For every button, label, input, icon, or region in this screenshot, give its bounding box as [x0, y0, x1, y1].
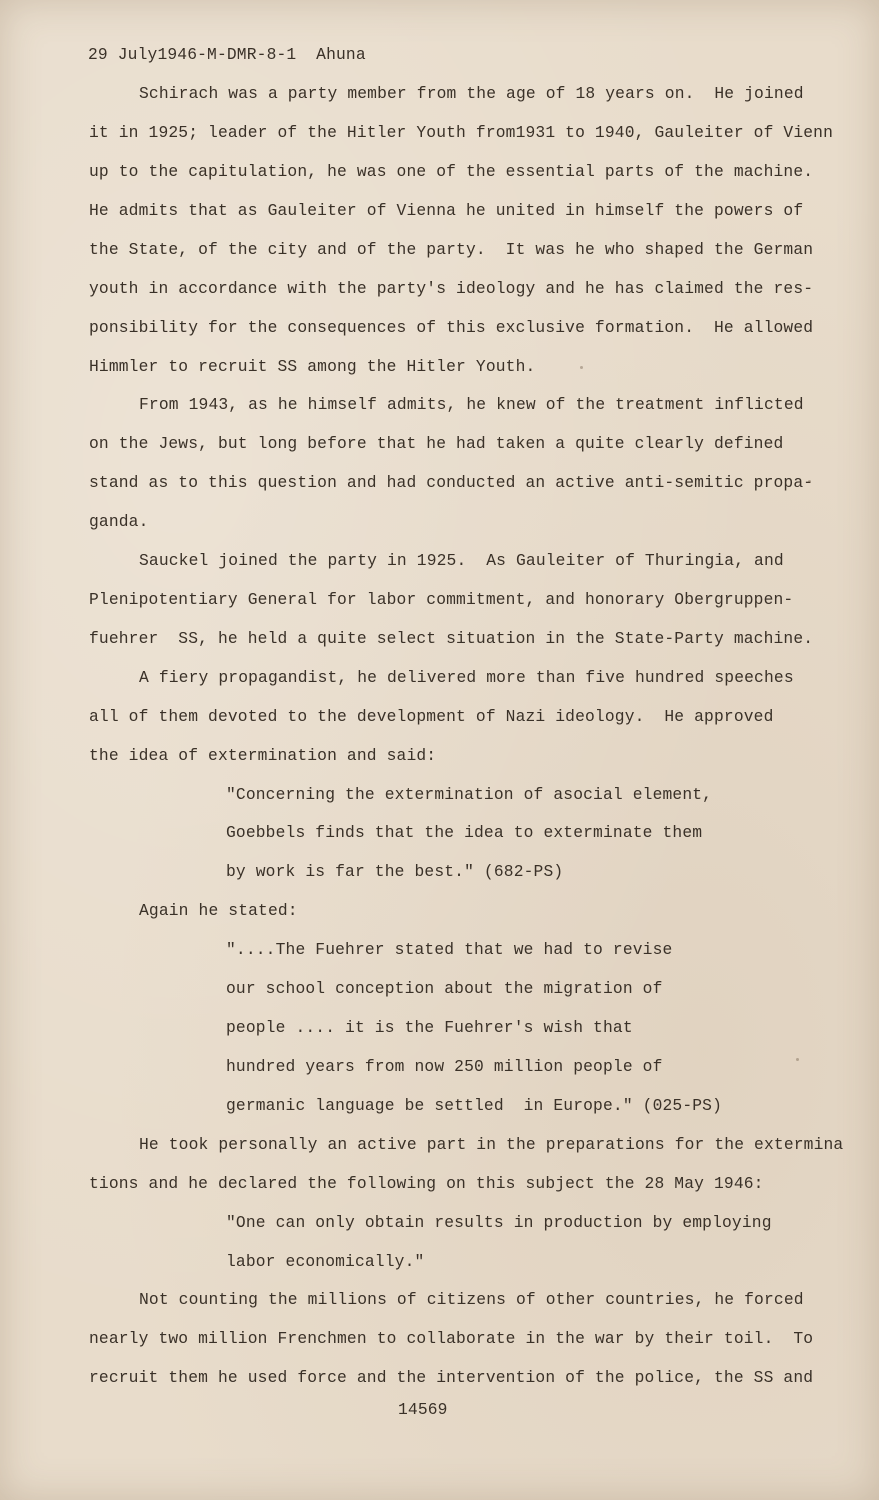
text-line: tions and he declared the following on this subject the 28 May 1946:: [89, 1174, 764, 1193]
text-line: Not counting the millions of citizens of other countries, he forced: [139, 1290, 804, 1309]
text-line: youth in accordance with the party's ideology and he has claimed the res-: [89, 279, 814, 298]
text-line: From 1943, as he himself admits, he knew of the treatment inflicted: [139, 395, 804, 414]
quote-line: Goebbels finds that the idea to exterminate them: [226, 823, 703, 842]
quote-line: "....The Fuehrer stated that we had to revise: [226, 940, 673, 959]
quote-line: by work is far the best." (682-PS): [226, 862, 564, 881]
text-line: up to the capitulation, he was one of the essential parts of the machine.: [89, 162, 814, 181]
quote-line: labor economically.": [226, 1252, 425, 1271]
paper-speck: [808, 480, 811, 483]
text-line: Himmler to recruit SS among the Hitler Youth.: [89, 357, 536, 376]
quote-line: "One can only obtain results in production by employing: [226, 1213, 772, 1232]
text-line: the State, of the city and of the party. It was he who shaped the German: [89, 240, 814, 259]
quote-line: our school conception about the migration of: [226, 979, 663, 998]
text-line: stand as to this question and had conducted an active anti-semitic propa-: [89, 473, 814, 492]
paper-speck: [580, 366, 583, 369]
text-line: He took personally an active part in the preparations for the extermina: [139, 1135, 844, 1154]
text-line: He admits that as Gauleiter of Vienna he united in himself the powers of: [89, 201, 804, 220]
text-line: on the Jews, but long before that he had taken a quite clearly defined: [89, 434, 784, 453]
text-line: ganda.: [89, 512, 149, 531]
text-line: Plenipotentiary General for labor commitment, and honorary Obergruppen-: [89, 590, 794, 609]
text-line: ponsibility for the consequences of this exclusive formation. He allowed: [89, 318, 814, 337]
text-line: fuehrer SS, he held a quite select situation in the State-Party machine.: [89, 629, 814, 648]
text-line: all of them devoted to the development of Nazi ideology. He approved: [89, 707, 774, 726]
quote-line: "Concerning the extermination of asocial element,: [226, 785, 713, 804]
quote-line: hundred years from now 250 million people of: [226, 1057, 663, 1076]
paper-speck: [796, 1058, 799, 1061]
quote-line: germanic language be settled in Europe." (025-PS): [226, 1096, 723, 1115]
document-header: 29 July1946-M-DMR-8-1 Ahuna: [88, 45, 366, 64]
text-line: nearly two million Frenchmen to collaborate in the war by their toil. To: [89, 1329, 814, 1348]
text-line: Again he stated:: [139, 901, 298, 920]
text-line: Schirach was a party member from the age of 18 years on. He joined: [139, 84, 804, 103]
text-line: Sauckel joined the party in 1925. As Gauleiter of Thuringia, and: [139, 551, 784, 570]
text-line: the idea of extermination and said:: [89, 746, 437, 765]
text-line: recruit them he used force and the intervention of the police, the SS and: [89, 1368, 814, 1387]
text-line: it in 1925; leader of the Hitler Youth from1931 to 1940, Gauleiter of Vienn: [89, 123, 834, 142]
text-line: A fiery propagandist, he delivered more than five hundred speeches: [139, 668, 794, 687]
quote-line: people .... it is the Fuehrer's wish that: [226, 1018, 633, 1037]
page-number: 14569: [398, 1400, 448, 1419]
